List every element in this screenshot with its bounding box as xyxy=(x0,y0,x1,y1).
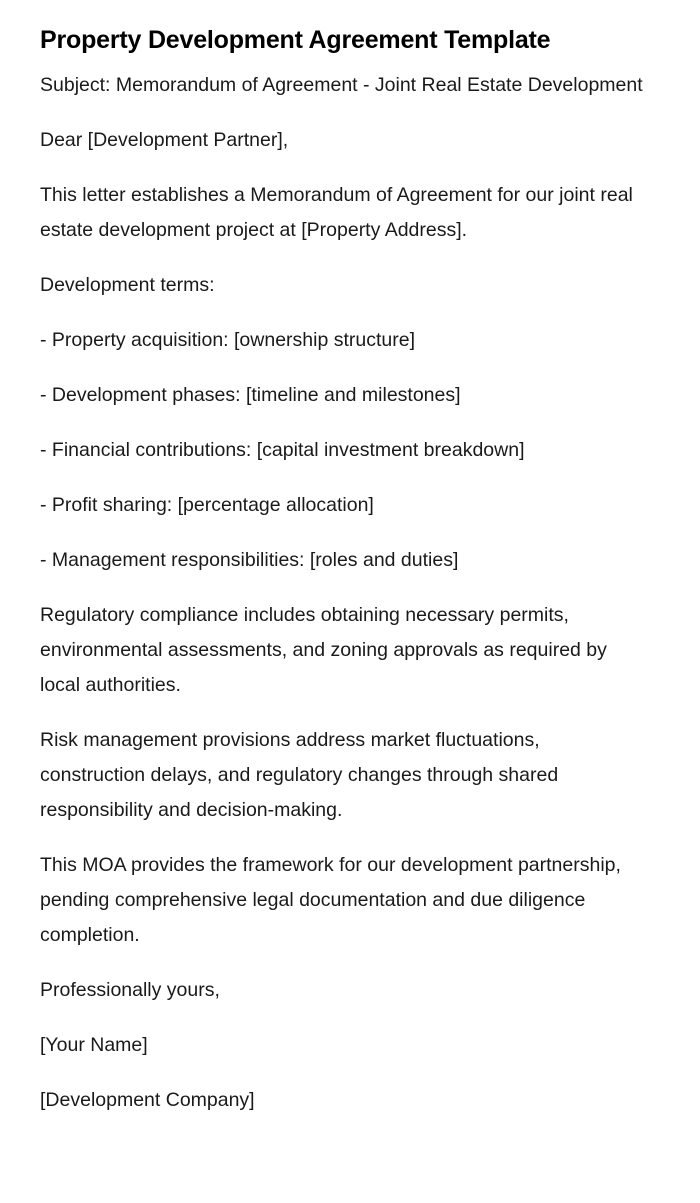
term-item-development-phases: - Development phases: [timeline and milestones] xyxy=(40,384,461,406)
salutation: Dear [Development Partner], xyxy=(40,129,289,151)
signature-name: [Your Name] xyxy=(40,1034,148,1056)
framework-paragraph: This MOA provides the framework for our development partnership, pending comprehensive legal documentation and due diligence completion. xyxy=(40,854,621,946)
intro-paragraph: This letter establishes a Memorandum of Agreement for our joint real estate development project at [Property Address]. xyxy=(40,184,633,241)
subject-line: Subject: Memorandum of Agreement - Joint Real Estate Development xyxy=(40,74,643,96)
term-item-property-acquisition: - Property acquisition: [ownership structure] xyxy=(40,329,415,351)
regulatory-compliance-paragraph: Regulatory compliance includes obtaining necessary permits, environmental assessments, and zoning approvals as required by local authorities. xyxy=(40,604,607,696)
term-item-profit-sharing: - Profit sharing: [percentage allocation] xyxy=(40,494,374,516)
signature-company: [Development Company] xyxy=(40,1089,255,1111)
term-item-financial-contributions: - Financial contributions: [capital investment breakdown] xyxy=(40,439,525,461)
terms-heading: Development terms: xyxy=(40,274,215,296)
risk-management-paragraph: Risk management provisions address market fluctuations, construction delays, and regulatory changes through shared responsibility and decision-making. xyxy=(40,729,559,821)
closing-line: Professionally yours, xyxy=(40,979,220,1001)
document-title: Property Development Agreement Template xyxy=(40,26,551,54)
term-item-management-responsibilities: - Management responsibilities: [roles and duties] xyxy=(40,549,459,571)
